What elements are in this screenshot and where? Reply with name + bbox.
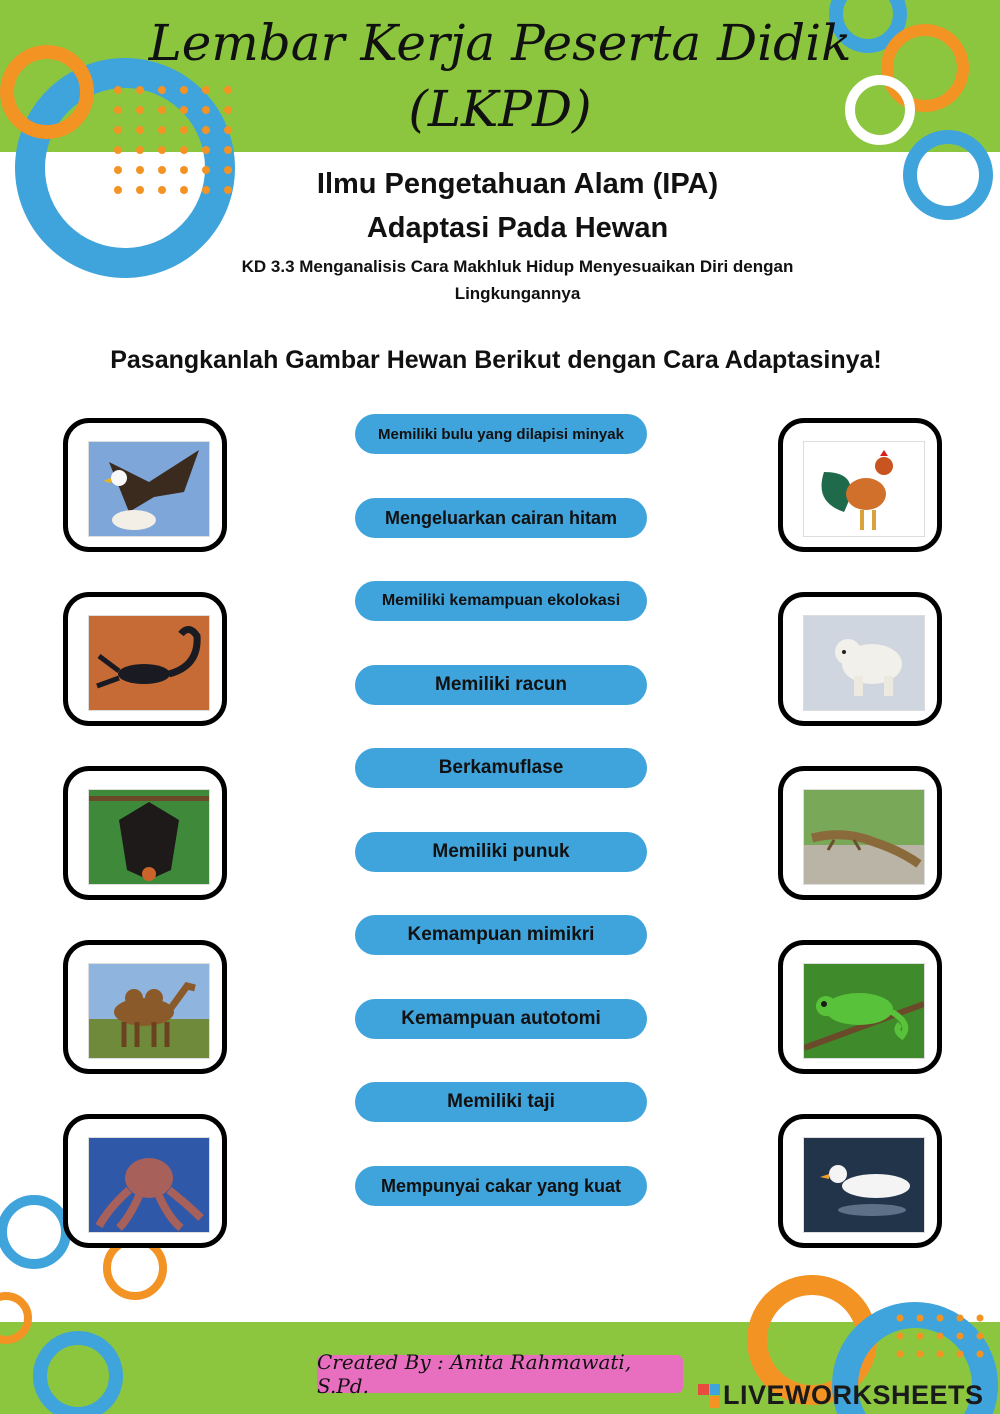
answer-camouflage[interactable]: Berkamuflase bbox=[355, 748, 647, 788]
competency-line-2: Lingkungannya bbox=[454, 284, 581, 303]
duck-image bbox=[803, 1137, 925, 1233]
subject-heading: Ilmu Pengetahuan Alam (IPA) bbox=[316, 168, 719, 200]
liveworksheets-brand[interactable] bbox=[698, 1380, 984, 1411]
author-credit: Created By : Anita Rahmawati, S.Pd. bbox=[317, 1355, 683, 1393]
drop-target-duck[interactable] bbox=[778, 1114, 942, 1248]
answer-strong-claws[interactable]: Mempunyai cakar yang kuat bbox=[355, 1166, 647, 1206]
answer-hump[interactable]: Memiliki punuk bbox=[355, 832, 647, 872]
instruction-text: Pasangkanlah Gambar Hewan Berikut dengan Cara Adaptasinya! bbox=[110, 346, 882, 374]
answer-oily-feathers[interactable]: Memiliki bulu yang dilapisi minyak bbox=[355, 414, 647, 454]
topic-heading: Adaptasi Pada Hewan bbox=[366, 212, 669, 244]
answer-mimicry[interactable]: Kemampuan mimikri bbox=[355, 915, 647, 955]
drop-target-polar-bear[interactable] bbox=[778, 592, 942, 726]
lizard-image bbox=[803, 789, 925, 885]
answer-venom[interactable]: Memiliki racun bbox=[355, 665, 647, 705]
camel-image bbox=[88, 963, 210, 1059]
drop-target-rooster[interactable] bbox=[778, 418, 942, 552]
scorpion-image bbox=[88, 615, 210, 711]
brand-name: LIVEWORKSHEETS bbox=[723, 1380, 984, 1410]
rooster-image bbox=[803, 441, 925, 537]
bat-image bbox=[88, 789, 210, 885]
worksheet-title: Lembar Kerja Peserta Didik bbox=[148, 14, 852, 72]
drop-target-camel[interactable] bbox=[63, 940, 227, 1074]
eagle-image bbox=[88, 441, 210, 537]
drop-target-chameleon[interactable] bbox=[778, 940, 942, 1074]
answer-echolocation[interactable]: Memiliki kemampuan ekolokasi bbox=[355, 581, 647, 621]
answer-autotomy[interactable]: Kemampuan autotomi bbox=[355, 999, 647, 1039]
answer-spur[interactable]: Memiliki taji bbox=[355, 1082, 647, 1122]
drop-target-eagle[interactable] bbox=[63, 418, 227, 552]
drop-target-bat[interactable] bbox=[63, 766, 227, 900]
drop-target-octopus[interactable] bbox=[63, 1114, 227, 1248]
chameleon-image bbox=[803, 963, 925, 1059]
octopus-image bbox=[88, 1137, 210, 1233]
worksheet-title-abbrev: (LKPD) bbox=[408, 80, 592, 138]
liveworksheets-logo-icon bbox=[698, 1384, 720, 1408]
competency-text bbox=[0, 253, 1000, 307]
answer-black-ink[interactable]: Mengeluarkan cairan hitam bbox=[355, 498, 647, 538]
competency-line-1: KD 3.3 Menganalisis Cara Makhluk Hidup Menyesuaikan Diri dengan bbox=[241, 257, 794, 276]
polar-bear-image bbox=[803, 615, 925, 711]
drop-target-scorpion[interactable] bbox=[63, 592, 227, 726]
drop-target-lizard[interactable] bbox=[778, 766, 942, 900]
